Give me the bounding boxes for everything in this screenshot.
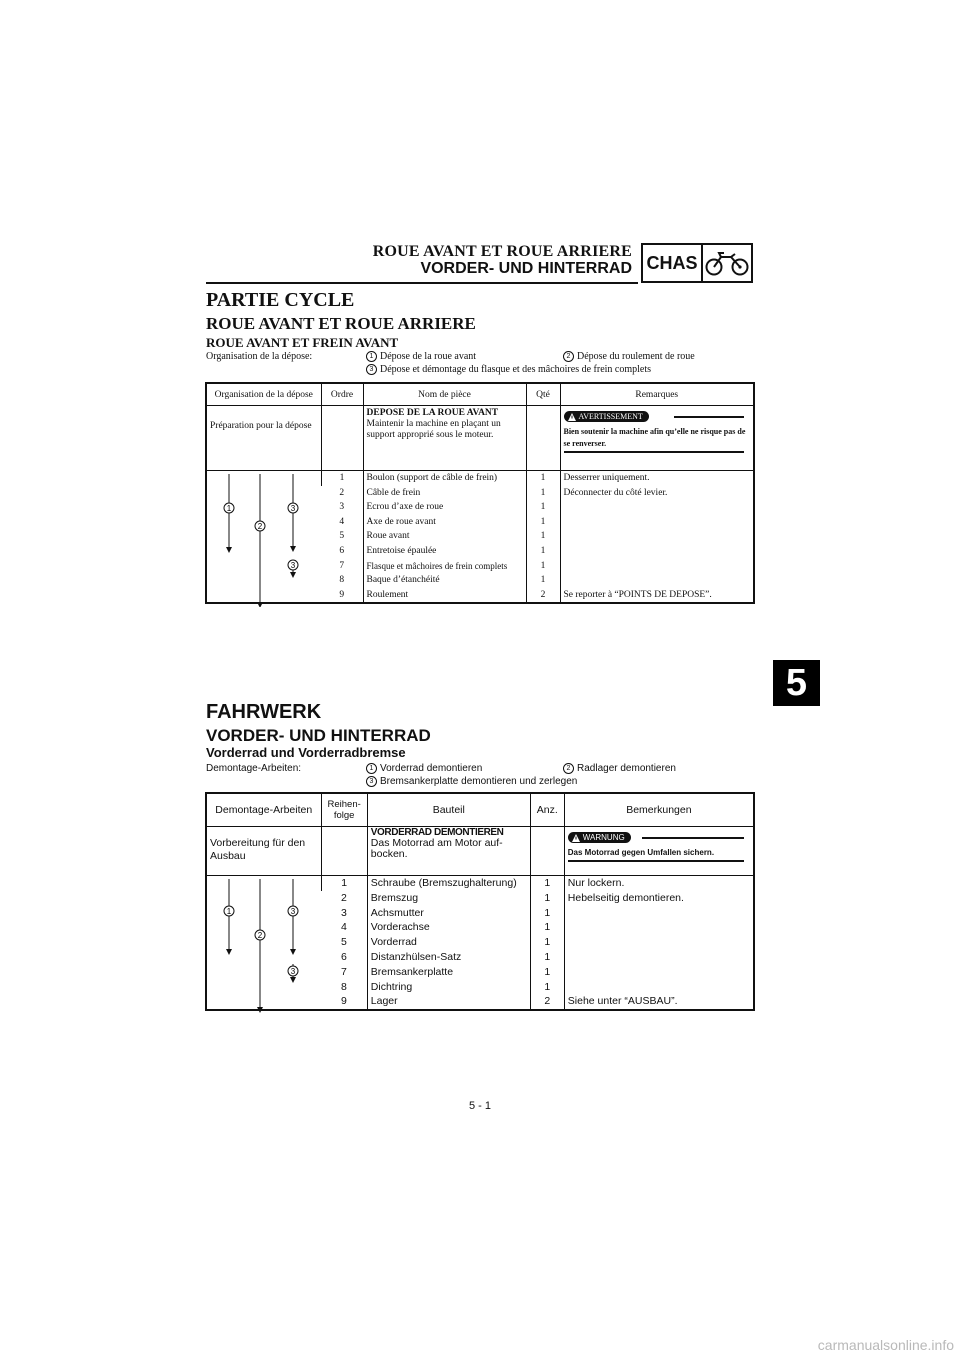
de-row-part: Bremsankerplatte [367,965,530,980]
fr-row-order: 9 [339,589,345,600]
fr-prep-text: Maintenir la machine en plaçant un support approprié sous le moteur. [366,419,501,440]
de-row-qty: 1 [530,980,564,995]
de-org-item-1-text: Vorderrad demontieren [380,763,483,774]
de-row-remark: Nur lockern. [564,876,754,891]
de-row-remark [564,980,754,995]
fr-diagram-label-1: 1 [226,504,232,513]
de-row-remark [564,935,754,950]
header-rule [206,282,638,284]
de-heading-main: FAHRWERK [206,701,322,723]
fr-row-remark: Déconnecter du côté levier. [560,486,754,501]
table-row [206,471,754,486]
section-code: CHAS [643,245,703,281]
de-row-qty: 1 [530,876,564,891]
fr-row-part: Flasque et mâchoires de frein complets [363,559,526,574]
fr-row-part: Roue avant [363,529,526,544]
fr-org-label: Organisation de la dépose: [206,351,313,362]
de-prep-text: Das Motorrad am Motor auf-bocken. [370,837,503,860]
de-row-remark: Siehe unter “AUSBAU”. [564,994,754,1010]
de-col-header-order: Reihen-folge [321,793,367,827]
fr-diagram-label-3b: 3 [290,561,296,570]
fr-row-order: 7 [339,560,345,571]
fr-row-remark [560,573,754,588]
motorcycle-icon [703,245,751,281]
fr-row-qty: 1 [526,529,560,544]
section-badge [641,243,753,283]
fr-prep-row [206,406,754,471]
de-row-remark [564,950,754,965]
fr-row-qty: 1 [526,486,560,501]
de-prep-qty [530,827,564,876]
fr-diagram-label-2: 2 [257,522,263,531]
chapter-tab: 5 [773,660,820,706]
de-row-qty: 1 [530,950,564,965]
de-prep-label: Vorbereitung für den Ausbau [206,827,321,876]
fr-prep-qty [526,406,560,471]
fr-row-order: 8 [339,575,345,586]
fr-org-item-1-num: 1 [366,351,377,362]
fr-org-item-1 [366,351,476,362]
de-row-part: Bremszug [367,891,530,906]
fr-sequence-diagram [206,471,321,604]
header-title-de: VORDER- UND HINTERRAD [420,260,632,277]
de-row-qty: 1 [530,920,564,935]
fr-prep-label: Préparation pour la dépose [206,406,321,471]
de-row-remark: Hebelseitig demontieren. [564,891,754,906]
fr-col-header-part: Nom de pièce [363,383,526,406]
de-org-item-3-text: Bremsankerplatte demontieren und zerlegen [380,776,578,787]
de-row-order: 3 [340,906,347,919]
de-warning-rule [568,860,744,862]
fr-row-order: 1 [321,471,363,486]
de-row-remark [564,965,754,980]
fr-warning-badge [564,411,649,422]
fr-heading-subsection: ROUE AVANT ET FREIN AVANT [206,335,399,350]
fr-col-header-order: Ordre [321,383,363,406]
fr-row-order: 4 [339,516,345,527]
fr-warning-cell [560,406,754,471]
fr-warning-text: Bien soutenir la machine afin qu’elle ne risque pas de se renverser. [563,426,746,448]
fr-diagram-label-3: 3 [290,504,296,513]
de-diagram-label-3: 3 [290,907,296,916]
de-col-header-remarks: Bemerkungen [564,793,754,827]
fr-row-remark [560,559,754,574]
fr-row-qty: 1 [526,500,560,515]
de-row-part: Vorderrad [367,935,530,950]
fr-row-part: Axe de roue avant [363,515,526,530]
de-diagram-label-2: 2 [257,931,263,940]
de-table-header-row [206,793,754,827]
de-diagram-label-3b: 3 [290,967,296,976]
page-number: 5 - 1 [468,1100,491,1112]
de-org-item-1 [366,763,482,774]
table-row [206,876,754,891]
de-org-item-2-text: Radlager demontieren [577,763,676,774]
de-prep-part [367,827,530,876]
warning-triangle-icon [572,834,580,842]
de-org-item-2 [563,763,676,774]
de-row-order: 4 [340,921,347,934]
fr-prep-order [321,406,363,471]
footer-watermark[interactable]: carmanualsonline.info [817,1337,954,1353]
de-prep-title: VORDERRAD DEMONTIEREN [370,827,504,838]
fr-warning-label: AVERTISSEMENT [578,412,643,421]
de-row-remark [564,906,754,921]
de-row-order: 6 [340,950,347,963]
fr-row-qty: 1 [526,544,560,559]
fr-org-item-2 [563,351,695,362]
de-warning-cell [564,827,754,876]
fr-warning-box [564,408,751,453]
fr-warning-line [674,416,744,418]
fr-col-header-remarks: Remarques [560,383,754,406]
fr-row-part: Roulement [363,588,526,604]
de-sequence-diagram [206,876,321,1011]
fr-row-remark: Desserrer uniquement. [560,471,754,486]
fr-row-remark [560,515,754,530]
fr-row-qty: 1 [526,559,560,574]
de-col-header-qty: Anz. [530,793,564,827]
fr-row-part: Baque d’étanchéité [363,573,526,588]
de-row-order: 8 [340,980,347,993]
de-warning-label: WARNUNG [582,833,625,842]
fr-org-item-2-text: Dépose du roulement de roue [577,351,695,362]
de-row-order: 2 [340,891,347,904]
de-warning-box [568,829,750,862]
de-row-qty: 1 [530,965,564,980]
fr-row-remark [560,500,754,515]
de-row-order: 1 [321,876,367,891]
de-warning-badge [568,832,631,843]
fr-row-part: Boulon (support de câble de frein) [363,471,526,486]
de-row-qty: 1 [530,935,564,950]
de-row-qty: 2 [530,994,564,1010]
de-row-order: 7 [340,965,347,978]
de-heading-subsection: Vorderrad und Vorderradbremse [206,745,406,760]
fr-org-item-2-num: 2 [563,351,574,362]
de-org-item-3-num: 3 [366,776,377,787]
fr-row-order: 6 [339,545,345,556]
de-row-part: Distanzhülsen-Satz [367,950,530,965]
fr-row-qty: 1 [526,573,560,588]
de-col-header-org: Demontage-Arbeiten [206,793,321,827]
fr-removal-table [205,382,755,604]
fr-org-item-1-text: Dépose de la roue avant [380,351,477,362]
de-row-part: Vorderachse [367,920,530,935]
de-row-remark [564,920,754,935]
de-org-label: Demontage-Arbeiten: [206,763,302,774]
de-row-order: 9 [340,995,347,1008]
de-row-qty: 1 [530,891,564,906]
fr-org-item-3-text: Dépose et démontage du flasque et des mâchoires de frein complets [380,364,652,375]
fr-row-order: 5 [339,531,345,542]
de-org-item-3 [366,776,577,787]
de-row-part: Schraube (Bremszughalterung) [367,876,530,891]
de-row-order: 5 [340,936,347,949]
fr-heading-section: ROUE AVANT ET ROUE ARRIERE [206,314,476,333]
de-row-part: Achsmutter [367,906,530,921]
de-warning-text: Das Motorrad gegen Umfallen sichern. [567,847,715,857]
de-row-part: Lager [367,994,530,1010]
de-row-part: Dichtring [367,980,530,995]
fr-row-part: Câble de frein [363,486,526,501]
fr-row-remark: Se reporter à “POINTS DE DEPOSE”. [560,588,754,604]
fr-org-item-3-num: 3 [366,364,377,375]
fr-row-remark [560,544,754,559]
fr-row-qty: 1 [526,471,560,486]
de-org-item-1-num: 1 [366,763,377,774]
fr-heading-main: PARTIE CYCLE [206,289,355,311]
de-org-item-2-num: 2 [563,763,574,774]
fr-row-order: 2 [339,487,345,498]
fr-prep-title: DEPOSE DE LA ROUE AVANT [366,408,499,418]
fr-row-qty: 1 [526,515,560,530]
de-prep-row [206,827,754,876]
fr-table-header-row [206,383,754,406]
de-heading-section: VORDER- UND HINTERRAD [206,726,431,745]
fr-row-part: Ecrou d’axe de roue [363,500,526,515]
fr-prep-part [363,406,526,471]
fr-row-qty: 2 [526,588,560,604]
fr-row-remark [560,529,754,544]
de-row-qty: 1 [530,906,564,921]
fr-warning-rule [564,451,745,453]
header-title-fr: ROUE AVANT ET ROUE ARRIERE [372,243,632,260]
de-removal-table [205,792,755,1011]
fr-col-header-qty: Qté [526,383,560,406]
de-warning-line [642,837,744,839]
de-prep-order [321,827,367,876]
fr-row-order: 3 [339,502,345,513]
fr-org-item-3 [366,364,651,375]
warning-triangle-icon [568,413,576,421]
fr-col-header-org: Organisation de la dépose [206,383,321,406]
de-diagram-label-1: 1 [226,907,232,916]
de-col-header-part: Bauteil [367,793,530,827]
fr-row-part: Entretoise épaulée [363,544,526,559]
